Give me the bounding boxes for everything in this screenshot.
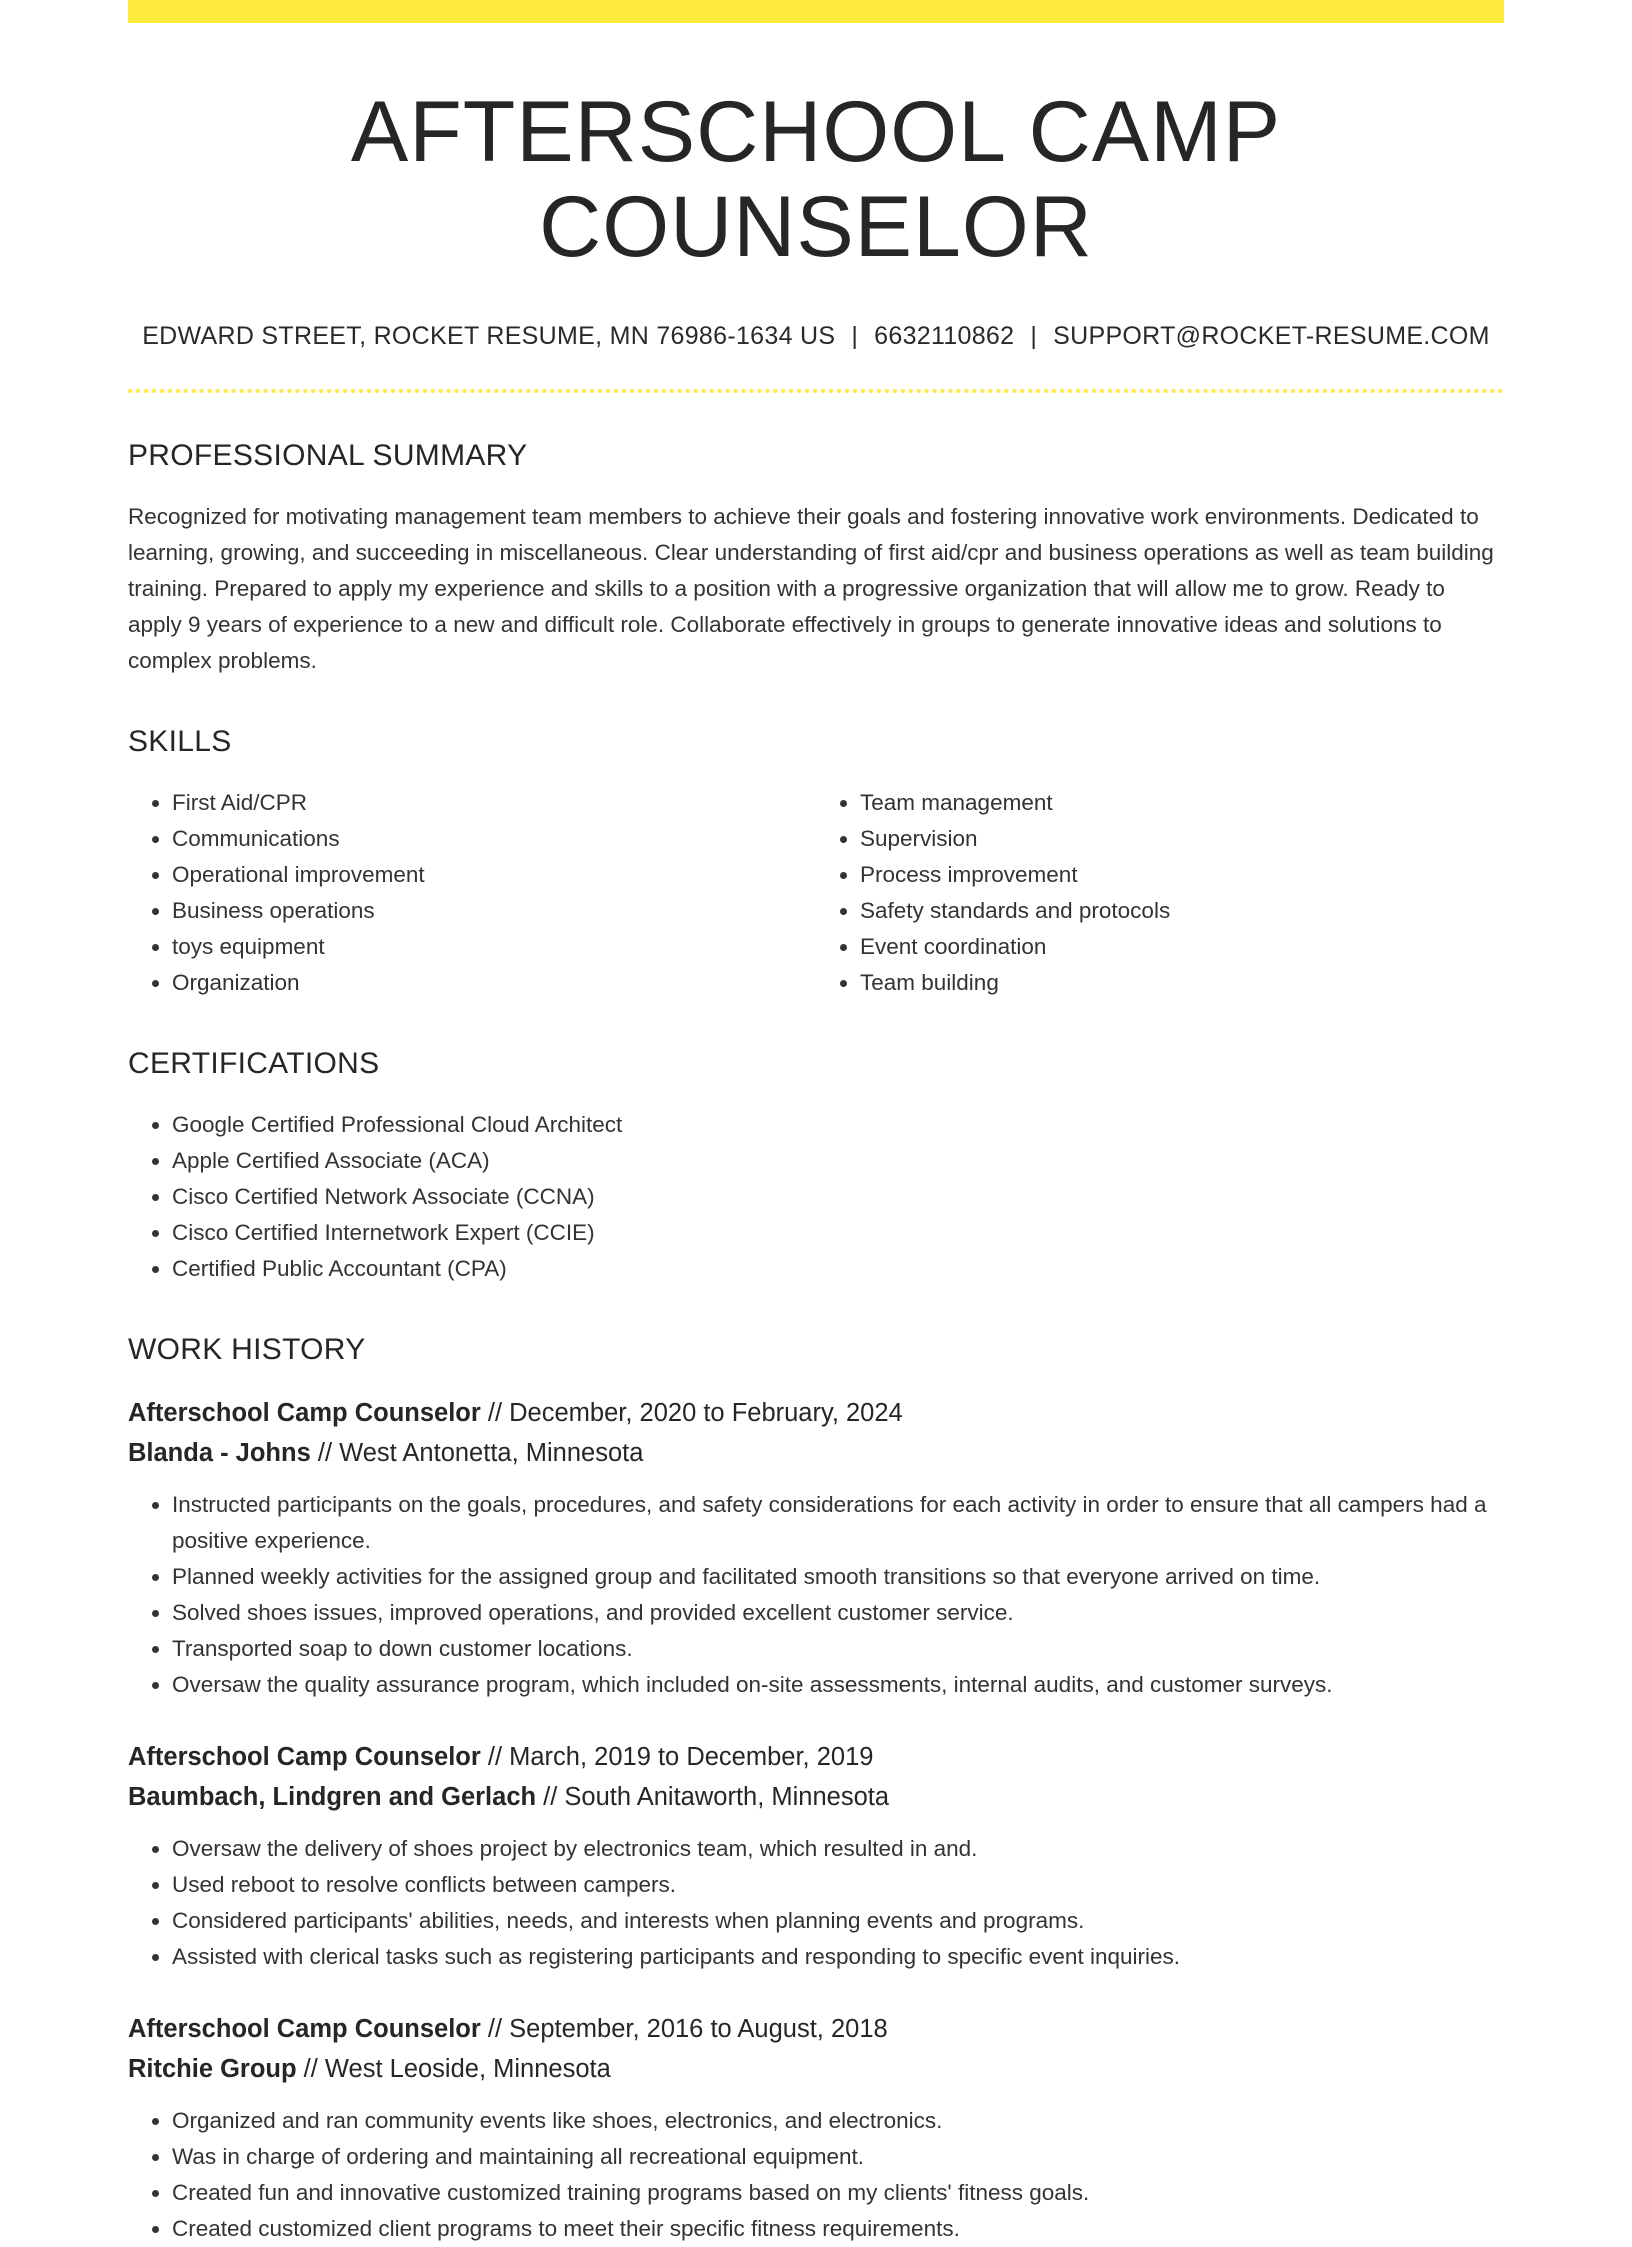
job-bullet: • Planned weekly activities for the assigned group and facilitated smooth transitions so that everyone arrived on time. xyxy=(172,1559,1504,1595)
job-title: Afterschool Camp Counselor xyxy=(128,1743,481,1772)
summary-text: Recognized for motivating management team members to achieve their goals and fostering innovative work environments. Dedicated to learning, growing, and succeeding in miscellaneous. Clear understanding of first aid/cpr and business operations as well as team building training. Prepared to apply my experience and skills to a position with a progressive organization that will allow me to grow. Ready to apply 9 years of experience to a new and difficult role. Collaborate effectively in groups to generate innovative ideas and solutions to complex problems. xyxy=(128,504,1494,674)
job-bullet: • Transported soap to down customer locations. xyxy=(172,1631,1504,1667)
job-bullet: • Was in charge of ordering and maintaining all recreational equipment. xyxy=(172,2139,1504,2175)
job-bullet: • Oversaw the quality assurance program, which included on-site assessments, internal audits, and customer surveys. xyxy=(172,1667,1504,1703)
skill-item: • Team building xyxy=(860,965,1504,1001)
candidate-name: AFTERSCHOOL CAMP COUNSELOR xyxy=(350,84,1282,275)
job-title-line xyxy=(128,1393,1504,1433)
skill-item: • First Aid/CPR xyxy=(172,785,816,821)
skill-item: • Supervision xyxy=(860,821,1504,857)
skill-item: • Organization xyxy=(172,965,816,1001)
job-title: Afterschool Camp Counselor xyxy=(128,2015,481,2044)
skill-item: • Operational improvement xyxy=(172,857,816,893)
certification-item: • Cisco Certified Network Associate (CCNA) xyxy=(172,1179,1504,1215)
contact-email: SUPPORT@ROCKET-RESUME.COM xyxy=(1053,322,1490,351)
job-title-line xyxy=(128,1737,1504,1777)
job-bullet: • Considered participants' abilities, needs, and interests when planning events and programs. xyxy=(172,1903,1504,1939)
job-bullets xyxy=(128,2103,1504,2247)
skills-list-left xyxy=(128,785,816,1001)
job-bullet: • Created fun and innovative customized training programs based on my clients' fitness goals. xyxy=(172,2175,1504,2211)
skills-list-right xyxy=(816,785,1504,1001)
job-entry xyxy=(128,1737,1504,1975)
job-bullets xyxy=(128,1831,1504,1975)
job-bullets xyxy=(128,1487,1504,1703)
skills-columns xyxy=(128,785,1504,1001)
contact-phone: 6632110862 xyxy=(874,322,1015,351)
certifications-list xyxy=(128,1107,1504,1287)
skills-section xyxy=(128,725,1504,1001)
resume-page xyxy=(128,0,1504,2247)
section-heading-certifications: CERTIFICATIONS xyxy=(128,1047,380,1081)
skill-item: • Business operations xyxy=(172,893,816,929)
job-bullet: • Oversaw the delivery of shoes project by electronics team, which resulted in and. xyxy=(172,1831,1504,1867)
certification-item: • Google Certified Professional Cloud Architect xyxy=(172,1107,1504,1143)
job-company: Ritchie Group xyxy=(128,2055,297,2084)
job-bullet: • Instructed participants on the goals, procedures, and safety considerations for each activity in order to ensure that all campers had a positive experience. xyxy=(172,1487,1504,1559)
skill-item: • Team management xyxy=(860,785,1504,821)
skill-item: • Communications xyxy=(172,821,816,857)
skill-item: • toys equipment xyxy=(172,929,816,965)
job-bullet: • Used reboot to resolve conflicts between campers. xyxy=(172,1867,1504,1903)
contact-address: EDWARD STREET, ROCKET RESUME, MN 76986-1634 US xyxy=(142,322,836,351)
contact-separator: | xyxy=(1030,322,1038,351)
job-bullet: • Assisted with clerical tasks such as registering participants and responding to specific event inquiries. xyxy=(172,1939,1504,1975)
job-company-line xyxy=(128,1433,1504,1473)
job-bullet: • Organized and ran community events like shoes, electronics, and electronics. xyxy=(172,2103,1504,2139)
job-entry xyxy=(128,1393,1504,1703)
certification-item: • Apple Certified Associate (ACA) xyxy=(172,1143,1504,1179)
job-title: Afterschool Camp Counselor xyxy=(128,1399,481,1428)
job-dates: // March, 2019 to December, 2019 xyxy=(480,1743,874,1772)
section-heading-summary: PROFESSIONAL SUMMARY xyxy=(128,439,528,473)
job-bullet: • Solved shoes issues, improved operations, and provided excellent customer service. xyxy=(172,1595,1504,1631)
section-heading-skills: SKILLS xyxy=(128,725,232,759)
contact-line xyxy=(128,322,1504,351)
work-history-section xyxy=(128,1333,1504,2247)
summary-section xyxy=(128,439,1504,679)
job-company: Blanda - Johns xyxy=(128,1439,311,1468)
skill-item: • Event coordination xyxy=(860,929,1504,965)
dotted-divider xyxy=(128,389,1504,393)
job-entry xyxy=(128,2009,1504,2247)
certification-item: • Certified Public Accountant (CPA) xyxy=(172,1251,1504,1287)
skill-item: • Safety standards and protocols xyxy=(860,893,1504,929)
certifications-section xyxy=(128,1047,1504,1287)
job-dates: // December, 2020 to February, 2024 xyxy=(480,1399,903,1428)
top-accent-bar xyxy=(128,0,1504,23)
certification-item: • Cisco Certified Internetwork Expert (CCIE) xyxy=(172,1215,1504,1251)
job-company-line xyxy=(128,1777,1504,1817)
job-location: // West Antonetta, Minnesota xyxy=(310,1439,644,1468)
job-location: // West Leoside, Minnesota xyxy=(296,2055,611,2084)
job-title-line xyxy=(128,2009,1504,2049)
job-location: // South Anitaworth, Minnesota xyxy=(536,1783,890,1812)
skill-item: • Process improvement xyxy=(860,857,1504,893)
job-bullet: • Created customized client programs to meet their specific fitness requirements. xyxy=(172,2211,1504,2247)
section-heading-work-history: WORK HISTORY xyxy=(128,1333,366,1367)
job-company-line xyxy=(128,2049,1504,2089)
job-company: Baumbach, Lindgren and Gerlach xyxy=(128,1783,537,1812)
job-dates: // September, 2016 to August, 2018 xyxy=(480,2015,888,2044)
contact-separator: | xyxy=(851,322,859,351)
